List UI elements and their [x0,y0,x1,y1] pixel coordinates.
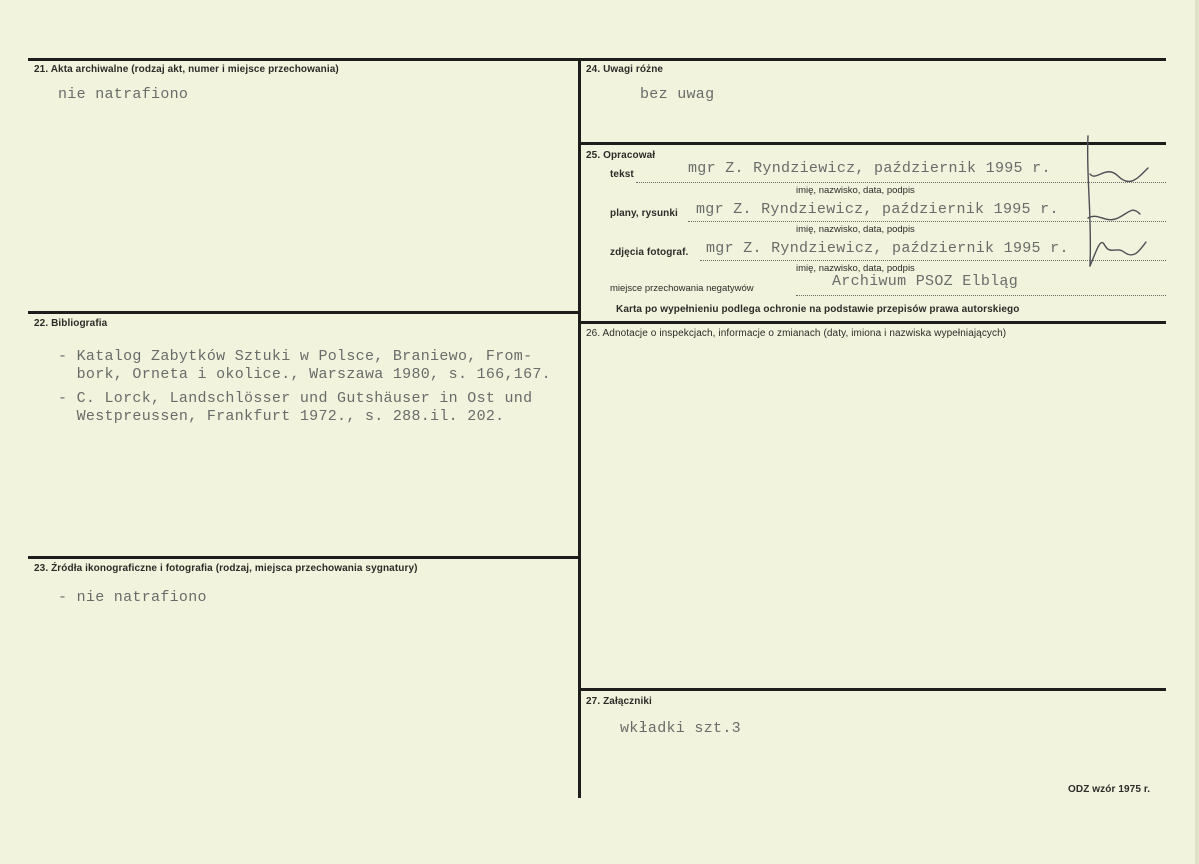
negatywy-dotted-line [796,295,1166,296]
bibliography-line-3: - C. Lorck, Landschlösser und Gutshäuser in Ost und [58,390,533,407]
bibliography-line-4: Westpreussen, Frankfurt 1972., s. 288.il. 202. [58,408,505,425]
section-27-label: 27. Załączniki [586,696,652,707]
tekst-value: mgr Z. Ryndziewicz, październik 1995 r. [688,160,1051,177]
plany-label: plany, rysunki [610,208,678,219]
plany-value: mgr Z. Ryndziewicz, październik 1995 r. [696,201,1059,218]
section-21-value: nie natrafiono [58,86,189,103]
zdjecia-value: mgr Z. Ryndziewicz, październik 1995 r. [706,240,1069,257]
page-edge [1195,0,1199,864]
bibliography-line-2: bork, Orneta i okolice., Warszawa 1980, s. 166,167. [58,366,551,383]
tekst-caption: imię, nazwisko, data, podpis [796,185,915,196]
zdjecia-label: zdjęcia fotograf. [610,247,689,258]
section-26-label: 26. Adnotacje o inspekcjach, informacje o zmianach (daty, imiona i nazwiska wypełniających) [586,328,1007,339]
rule-26-right [579,321,1166,324]
bibliography-line-1: - Katalog Zabytków Sztuki w Polsce, Braniewo, From- [58,348,533,365]
section-23-label: 23. Źródła ikonograficzne i fotografia (rodzaj, miejsca przechowania sygnatury) [34,563,418,574]
section-23-value: - nie natrafiono [58,589,207,606]
tekst-label: tekst [610,169,634,180]
rule-25-right [579,142,1166,145]
section-24-label: 24. Uwagi różne [586,64,664,75]
signature-image [1082,134,1162,284]
section-25-label: 25. Opracował [586,150,656,161]
negatywy-label: miejsce przechowania negatywów [610,283,754,294]
rule-27-right [579,688,1166,691]
center-divider [578,58,581,798]
negatywy-value: Archiwum PSOZ Elbląg [832,273,1019,290]
top-rule [28,58,1166,61]
form-code: ODZ wzór 1975 r. [1068,784,1151,795]
rule-22-left [28,311,579,314]
rule-23-left [28,556,579,559]
section-27-value: wkładki szt.3 [620,720,741,737]
copyright-notice: Karta po wypełnieniu podlega ochronie na podstawie przepisów prawa autorskiego [616,304,1020,315]
section-21-label: 21. Akta archiwalne (rodzaj akt, numer i miejsce przechowania) [34,64,339,75]
plany-caption: imię, nazwisko, data, podpis [796,224,915,235]
section-24-value: bez uwag [640,86,715,103]
section-22-label: 22. Bibliografia [34,318,108,329]
zdjecia-caption: imię, nazwisko, data, podpis [796,263,915,274]
